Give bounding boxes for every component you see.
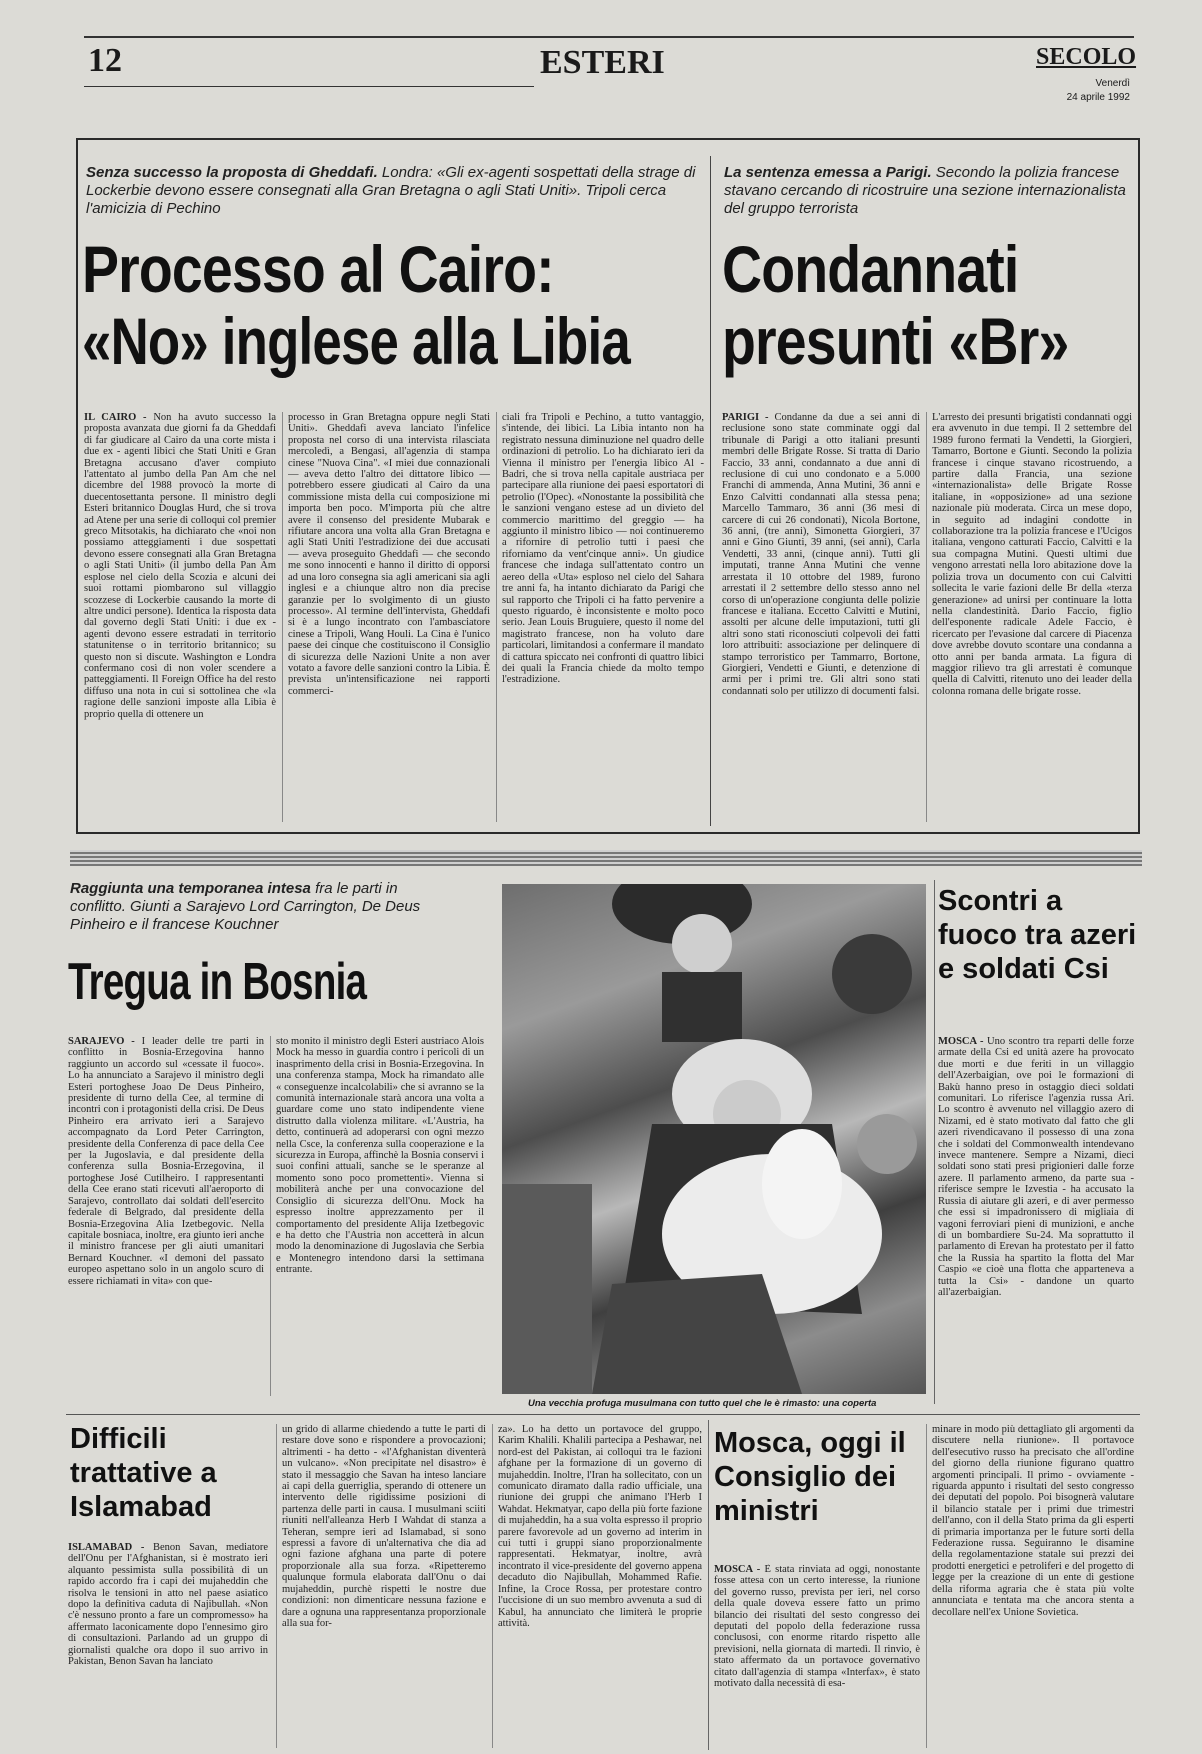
masthead-bottom-rule <box>84 86 534 87</box>
bosnia-headline: Tregua in Bosnia <box>68 953 367 1011</box>
libia-col-1-text: Non ha avuto successo la proposta avanzata due giorni fa da Gheddafi di far giudicare al Cairo da una corte mista i due ex - agenti libici che Stati Uniti e Gran Bretagna accusano d'aver compiuto l'attentato al jumbo della Pan Am che nel dicembre del 1988 provocò la morte di duecentosettanta persone. Il ministro degli Esteri britannico Douglas Hurd, che si trova ad Atene per una serie di colloqui col premier greco Mitsotakis, ha dichiarato che «noi non possiamo atteggiamenti i due sospettati devono essere consegnati alla Gran Bretagna o agli Stati Uniti» (il jumbo della Pan Am esplose nel cielo della Scozia e alcuni dei suoi rottami piombarono sul villaggio scozzese di Lockerbie causando la morte di altre undici persone). Identica la risposta data dal governo degli Stati Uniti: i due ex - agenti devono essere estradati in territorio statunitense o in territorio britannico; su questo non si discute. Washington e Londra confermano così di non voler scendere a patteggiamenti. Il Foreign Office ha del resto diffuso una nota in cui si sottolinea che «la ragione delle sanzioni imposte alla Libia è proprio quella di ottenere un <box>84 412 276 720</box>
refugee-photo-drawing <box>502 884 926 1394</box>
br-col-1 <box>722 412 920 826</box>
section-divider-band <box>70 850 1142 866</box>
br-dateline: PARIGI - <box>722 412 769 423</box>
islamabad-dateline: ISLAMABAD - <box>68 1542 145 1553</box>
bosnia-dateline: SARAJEVO - <box>68 1036 135 1047</box>
bosnia-kicker-bold: Raggiunta una temporanea intesa <box>70 880 311 897</box>
islamabad-col-2-text: un grido di allarme chiedendo a tutte le parti di restare dove sono e rispondere a provocazioni; altrimenti - ha detto - «l'Afghanistan diventerà un vulcano». «Non precipitate nel disastro» è stato il messaggio che Savan ha inteso lanciare ai capi della guerriglia, sperando di ottenere un intervento delle rigidissime posizioni di partenza delle parti in causa. I musulmani sciiti riuniti nell'alleanza Herb I Wahdat di stanza a Teheran, sempre ieri ad Islamabad, si sono espressi a favore di un'alternativa che dia ad ogni fazione afghana una parte di potere proporzionale alla sua forza. «Ripetteremo qualunque formula elaborata dall'Onu o dai mujaheddin, purchè rispetti le nostre due condizioni: non dimenticare nessuna fazione e dare a ognuna una rappresentanza proporzionale alla sua for- <box>282 1424 486 1629</box>
libia-col-1 <box>84 412 276 826</box>
mosca-col-1 <box>714 1564 920 1748</box>
libia-col-rule-1 <box>282 412 283 822</box>
azeri-col-1-text: Uno scontro tra reparti delle forze armate della Csi ed unità azere ha provocato due morti e due feriti in un villaggio dell'Azerbaigian, ove poi le formazioni di Bakù hanno preso in ostaggio dieci soldati comunitari. Lo riferisce l'agenzia russa Ari. Lo scontro è avvenuto nel villaggio azero di Nizami, ed è stato motivato dal fatto che gli azeri rivendicavano il possesso di una zona che i soldati del Commonwealth intendevano invece mantenere. Sempre a Nizami, dieci soldati sono stati presi prigionieri dalle forze azere. Il parlamento armeno, da parte sua - riferisce sempre le Izvestia - ha accusato la Russia di aiutare gli azeri, e di aver permesso che essi si impadronissero di migliaia di vagoni ferroviari pieni di munizioni, e anche di un bombardiere Su-24. Ma soprattutto il parlamento di Erevan ha protestato per il fatto che la Russia ha spartito la flotta del Mar Caspio «e cioè una flotta che apparteneva a tutta la Csi» - dandone un quarto all'azerbaigian. <box>938 1036 1134 1298</box>
br-col-rule <box>926 412 927 822</box>
azeri-headline: Scontri a fuoco tra azeri e soldati Csi <box>938 885 1137 985</box>
islamabad-col-3-text: za». Lo ha detto un portavoce del gruppo, Karim Khalili. Khalili partecipa a Peshawar, nel nord-est del Pakistan, ai colloqui tra le fazioni afghane per la formazione di un governo di mujaheddin. Inoltre, l'Iran ha sollecitato, con un comunicato diramato dalla radio ufficiale, una riunione dei gruppi che animano l'Herb I Wahdat. Hekmatyar, capo della più forte fazione di mujaheddin, ha a sua volta espresso il proprio parere favorevole ad un governo ad interim in cui tutti i gruppi siano proporzionalmente rappresentati. Hekmatyar, inoltre, avrà incontrato il vice-presidente del governo appena decaduto dio Najibullah, Mohammed Rafie. Infine, la Croce Rossa, per protestare contro l'uccisione di un suo membro avvenuta a sud di Kabul, ha annunciato che limiterà le proprie attività. <box>498 1424 702 1629</box>
bosnia-col-1-text: I leader delle tre parti in conflitto in Bosnia-Erzegovina hanno raggiunto un accordo sul «cessate il fuoco». Lo ha annunciato a Sarajevo il ministro degli Esteri portoghese Joao De Deus Pinheiro, presidente di turno della Cee, al termine di incontri con i protagonisti della crisi. De Deus Pinheiro era arrivato ieri a Sarajevo accompagnato da Lord Peter Carrington, presidente della Conferenza di pace della Cee per la Jugoslavia, e dal presidente della conferenza sulla Bosnia-Erzegovina, il portoghese José Cutilheiro. I rappresentanti della Cee erano stati ricevuti all'aeroporto di Sarajevo, controllato dai soldati dell'esercito federale di Belgrado, dal presidente della Bosnia-Erzegovina Alia Izetbegovic. Nella capitale bosniaca, inoltre, era giunto ieri anche il ministro francese per gli aiuti umanitari Bernard Kouchner. «I demoni del passato europeo aspettano solo in un angolo scuro di essere richiamati in vita» con que- <box>68 1036 264 1287</box>
islamabad-col-rule-2 <box>492 1424 493 1748</box>
paper-name: SECOLO <box>1036 44 1137 70</box>
photo-caption: Una vecchia profuga musulmana con tutto quel che le è rimasto: una coperta <box>528 1398 877 1409</box>
issue-day: Venerdì <box>1095 78 1130 89</box>
libia-kicker <box>86 164 696 218</box>
libia-headline-1: Processo al Cairo: <box>82 232 554 306</box>
libia-headline-2: «No» inglese alla Libia <box>82 304 630 378</box>
bosnia-col-2-text: sto monito il ministro degli Esteri austriaco Alois Mock ha messo in guardia contro i pericoli di un inasprimento della crisi in Bosnia-Erzegovina. In una conferenza stampa, Mock ha rimandato alle « conseguenze incalcolabili» che si avranno se la comunità internazionale starà ancora una volta a guardare come uno stato indipendente viene distrutto dalla violenza militare. «L'Austria, ha detto, continuerà ad adoperarsi con ogni mezzo nella Csce, la conferenza sulla cooperazione e la sicurezza in Europa, affinchè la Bosnia conservi i suoi confini attuali, sanche se le speranze al momento sono poco promettenti». Vienna si mobiliterà anche per una convocazione del Consiglio di sicurezza dell'Onu. Mock ha espresso inoltre apprezzamento per il comportamento del presidente Alija Izetbegovic e ha detto che l'Austria non accetterà in alcun modo la denominazione di Jugoslavia che Serbia e Montenegro intendono darsi la settimana entrante. <box>276 1036 484 1276</box>
libia-kicker-bold: Senza successo la proposta di Gheddafi. <box>86 164 378 181</box>
libia-col-rule-2 <box>496 412 497 822</box>
bosnia-kicker-rest: fra le parti in conflitto. Giunti a Sarajevo Lord Carrington, De Deus Pinheiro e il francese Kouchner <box>70 880 421 933</box>
masthead <box>0 0 1202 120</box>
br-col-2 <box>932 412 1132 826</box>
page-number: 12 <box>88 42 122 79</box>
libia-col-2-text: processo in Gran Bretagna oppure negli Stati Uniti». Gheddafi aveva lanciato l'infelice proposta nel corso di una intervista rilasciata mercoledì, a Bengasi, all'agenzia di stampa cinese "Nuova Cina". «I miei due connazionali — aveva detto l'altro dei dittatore libico — potrebbero essere giudicati al Cairo da una commissione mista della cui composizione mi importa ben poco. M'importa più che altre avere il consenso del presidente Mubarak e rifiutare ancora una volta alla Gran Bretagna e agli Stati Uniti l'estradizione dei due accusati — aveva proseguito Gheddafi — che secondo me sono innocenti e hanno il diritto di opporsi ad una loro consegna sia agli americani sia agli inglesi e a chiunque altro non dia precise garanzie per lo svolgimento di un giusto processo». Al termine dell'intervista, Gheddafi si è a lungo incontrato con l'ambasciatore cinese a Tripoli, Wang Houli. La Cina è l'unico paese dei cinque che costituiscono il Consiglio di sicurezza delle Nazioni Unite a non aver votato a favore delle sanzioni contro la Libia. È prevista un'intensificazione nei rapporti commerci- <box>288 412 490 697</box>
br-col-1-text: Condanne da due a sei anni di reclusione sono state comminate oggi dal tribunale di Parigi a otto italiani presunti membri delle Brigate Rosse. Si tratta di Dario Faccio, 33 anni, condannato a due anni di reclusione di cui uno condonato e a 5.000 Franchi di ammenda, Anna Mutini, 36 anni e Enzo Calvitti condannati alla stessa pena; Marcello Tammaro, 36 anni (36 mesi di carcere di cui 26 condonati), Nicola Bortone, 36 anni, (tre anni), Simonetta Giorgieri, 37 anni e Gino Giunti, 39 anni, (sei anni), Carla Vendetti, 33 anni, (cinque anni). Tutti gli imputati, tranne Anna Mutini che venne arrestata il 10 ottobre del 1989, furono arrestati il 2 settembre dello stesso anno nel corso di un'operazione congiunta delle polizie francese e italiana. Eccetto Calvitti e Mutini, assolti per alcune delle imputazioni, tutti gli altri sono stati riconosciuti colpevoli dei fatti loro attribuiti: associazione per delinquere di stampo terroristico per Tammarro, Bortone, Giorgieri, Vendetti e Giunti, e detenzione di armi per i primi tre. Gli altri sono stati condannati solo per utilizzo di documenti falsi. <box>722 412 920 697</box>
mosca-dateline: MOSCA - <box>714 1564 761 1575</box>
mosca-col-2-text: minare in modo più dettagliato gli argomenti da discutere nella riunione». Il portavoce dell'esecutivo russo ha precisato che all'ordine del giorno della riunione figurano quattro argomenti principali. Il primo - ovviamente - riguarda appunto i risultati del sesto congresso dei deputati del popolo. Poi bisognerà valutare il bilancio statale per i primi due trimestri dell'anno, con il della Stato prima da gli esperti di primaria importanza per le future sorti della Federazione russa. Seguiranno le disamine della regolamentazione statale sui prezzi dei prodotti energetici e petroliferi e del progetto di legge per la creazione di un ente di gestione della riforma agraria che è stata più volte annunciata e tentata ma che ancora stenta a decollare nell'ex Unione Sovietica. <box>932 1424 1134 1618</box>
issue-date: 24 aprile 1992 <box>1066 92 1130 103</box>
mosca-col-rule <box>926 1424 927 1748</box>
islamabad-col-1-text: Benon Savan, mediatore dell'Onu per l'Afghanistan, si è mostrato ieri alquanto pessimista sulla possibilità di un rapido accordo fra i capi dei mujaheddin che risolva le tensioni in atto nel paese asiatico dopo la definitiva caduta di Najibullah. «Non c'è nessuno pronto a fare un compromesso» ha affermato laconicamente dopo l'ennesimo giro di consultazioni. Parlando ad un gruppo di giornalisti qualche ora dopo il suo arrivo in Pakistan, Benon Savan ha lanciato <box>68 1542 268 1668</box>
br-kicker-bold: La sentenza emessa a Parigi. <box>724 164 932 181</box>
bosnia-kicker <box>70 880 450 934</box>
azeri-rule-left <box>934 880 935 1404</box>
mosca-col-2 <box>932 1424 1134 1748</box>
bosnia-col-2 <box>276 1036 484 1398</box>
azeri-dateline: MOSCA - <box>938 1036 984 1047</box>
libia-col-3-text: ciali fra Tripoli e Pechino, a tutto vantaggio, s'intende, dei libici. La Libia intanto non ha registrato nessuna diminuzione nel quadro delle ordinazioni di petrolio. Lo ha dichiarato ieri da Vienna il ministro per l'energia libico Al - Badri, che si trova nella capitale austriaca per partecipare alla riunione dei paesi esportatori di petrolio (l'Opec). «Nonostante la possibilità che le sanzioni vengano estese ad un divieto del commercio marittimo del greggio — ha aggiunto il ministro libico — noi continueremo a rifornire di petrolio tutti i paesi che riforniamo da vent'cinque anni». Un giudice francese che indaga sull'attentato contro un aereo della «Uta» esploso nel cielo del Sahara tre anni fa, ha intanto dichiarato da Parigi che sul rapporto che Tripoli ci ha fatto pervenire a questo riguardo, è inconsistente e molto poco serio. Jean Louis Bruguiere, questo il nome del magistrato francese, non ha voluto dare particolari, limitandosi a confermare il mandato di cattura spiccato nei confronti di quattro libici dei quali la Francia chiede da molto tempo l'estradizione. <box>502 412 704 686</box>
br-kicker <box>724 164 1130 218</box>
mosca-rule-left <box>708 1420 709 1750</box>
top-box-divider <box>710 156 711 826</box>
br-headline-2: presunti «Br» <box>722 304 1069 378</box>
islamabad-headline: Difficili trattative a Islamabad <box>70 1423 217 1523</box>
mosca-col-1-text: È stata rinviata ad oggi, nonostante fosse attesa con un certo interesse, la riunione del governo russo, prevista per ieri, nel corso della quale doveva essere fatto un primo bilancio dei risultati del sesto congresso dei deputati del popolo della federazione russa conclusosi, con enorme ritardo rispetto alle previsioni, nella giornata di martedì. Il rinvio, è stato affermato da un portavoce governativo citato dall'agenzia di stampa «Interfax», è stato motivato dalla necessità di esa- <box>714 1564 920 1690</box>
section-title: ESTERI <box>540 44 665 81</box>
libia-col-2 <box>288 412 490 826</box>
islamabad-col-1 <box>68 1542 268 1748</box>
br-col-2-text: L'arresto dei presunti brigatisti condannati oggi era avvenuto in due tempi. Il 2 settembre del 1989 furono fermati la Vendetti, la Giorgieri, Tamarro, Bortone e Giunti. Secondo la polizia francese i cinque stavano ricostruendo, a partire dalla Francia, una sezione «internazionalista» delle Brigate Rosse italiane, in «opposizione» ad una sezione nazionale più moderata. Circa un mese dopo, in seguito ad indagini condotte in collaborazione tra la polizia francese e l'Ucigos italiana, vengono catturati Faccio, Calvitti e la sua compagna Mutini. Questi ultimi due vengono arrestati nella loro abitazione dove la polizia trova un documento con cui Calvitti sollecita le varie fazioni delle Br della «terza generazione» ad unirsi per continuare la lotta nella clandestinità. Dario Faccio, figlio dell'esponente radicale Adele Faccio, è ricercato per l'evasione dal carcere di Piacenza dove avrebbe dovuto scontare una condanna a otto anni per banda armata. La figura di maggior rilievo tra gli arrestati è comunque quella di Calvitti, ritenuto uno dei leader della colonna romana delle brigate rosse. <box>932 412 1132 697</box>
islamabad-col-3 <box>498 1424 702 1748</box>
bottom-section-rule <box>66 1414 1140 1415</box>
islamabad-col-2 <box>282 1424 486 1748</box>
bosnia-col-rule <box>270 1036 271 1396</box>
mosca-headline: Mosca, oggi il Consiglio dei ministri <box>714 1427 906 1527</box>
libia-dateline: IL CAIRO - <box>84 412 147 423</box>
refugee-photo <box>502 884 926 1394</box>
br-kicker-rest: Secondo la polizia francese stavano cercando di ricostruire una sezione internazionalista del gruppo terrorista <box>724 164 1126 217</box>
azeri-col-1 <box>938 1036 1134 1406</box>
br-headline-1: Condannati <box>722 232 1019 306</box>
libia-col-3 <box>502 412 704 826</box>
bosnia-col-1 <box>68 1036 264 1398</box>
masthead-top-rule <box>84 36 1134 38</box>
libia-kicker-rest: Londra: «Gli ex-agenti sospettati della strage di Lockerbie devono essere consegnati alla Gran Bretagna o agli Stati Uniti». Tripoli cerca l'amicizia di Pechino <box>86 164 696 217</box>
islamabad-col-rule-1 <box>276 1424 277 1748</box>
